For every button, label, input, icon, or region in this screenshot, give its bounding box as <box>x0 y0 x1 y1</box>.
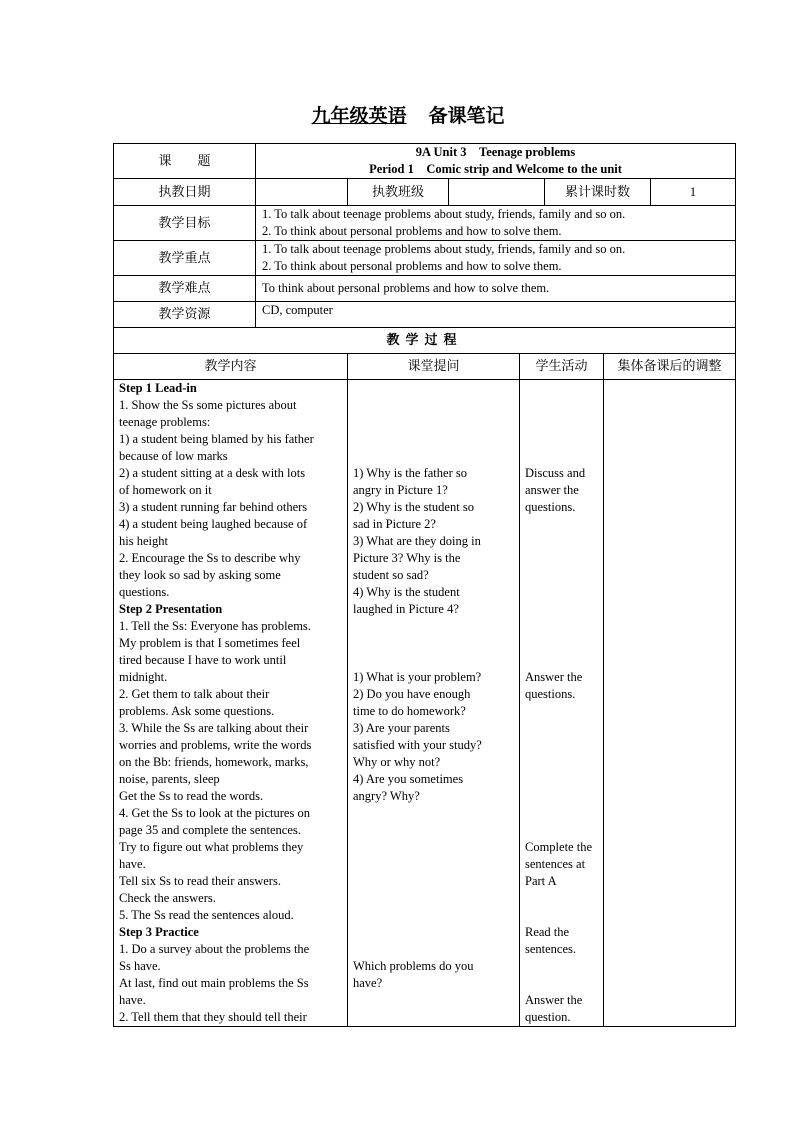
focus-label: 教学重点 <box>114 241 256 276</box>
question-line: Picture 3? Why is the <box>353 551 461 565</box>
content-line: midnight. <box>119 670 168 684</box>
content-line: on the Bb: friends, homework, marks, <box>119 755 309 769</box>
question-line: satisfied with your study? <box>353 738 482 752</box>
content-line: At last, find out main problems the Ss <box>119 976 309 990</box>
goal-line-1: 1. To talk about teenage problems about study, friends, family and so on. <box>262 207 626 221</box>
question-line <box>353 805 514 822</box>
question-line <box>353 941 514 958</box>
activity-line <box>525 890 598 907</box>
col-activities: 学生活动 <box>520 354 604 380</box>
content-line: have. <box>119 857 146 871</box>
activity-line <box>525 550 598 567</box>
date-value <box>256 179 348 206</box>
hours-label: 累计课时数 <box>545 179 651 206</box>
topic-row <box>114 144 736 179</box>
goal-row <box>114 206 736 241</box>
activity-line <box>525 397 598 414</box>
question-line: laughed in Picture 4? <box>353 602 459 616</box>
activity-line <box>525 652 598 669</box>
focus-row <box>114 241 736 276</box>
resources-value: CD, computer <box>256 302 736 328</box>
activity-line: Answer the <box>525 670 583 684</box>
questions-column <box>348 380 520 1027</box>
activity-line: Discuss and <box>525 466 586 480</box>
step-heading: Step 3 Practice <box>119 925 199 939</box>
activity-line <box>525 414 598 431</box>
content-line: Check the answers. <box>119 891 216 905</box>
content-line: 1) a student being blamed by his father <box>119 432 314 446</box>
question-line <box>353 414 514 431</box>
content-line: Try to figure out what problems they <box>119 840 304 854</box>
topic-label: 课 题 <box>114 144 256 179</box>
date-row <box>114 179 736 206</box>
activity-line <box>525 822 598 839</box>
content-line: 3. While the Ss are talking about their <box>119 721 309 735</box>
focus-value <box>256 241 736 276</box>
process-body-row <box>114 380 736 1027</box>
goal-value <box>256 206 736 241</box>
difficulty-value: To think about personal problems and how to solve them. <box>256 276 736 302</box>
question-line: 4) Why is the student <box>353 585 460 599</box>
activity-line <box>525 703 598 720</box>
question-line <box>353 635 514 652</box>
activity-line <box>525 737 598 754</box>
activity-line <box>525 448 598 465</box>
hours-value: 1 <box>651 179 736 206</box>
content-line: his height <box>119 534 168 548</box>
content-line: 1. Do a survey about the problems the <box>119 942 310 956</box>
question-line: Which problems do you <box>353 959 474 973</box>
activity-line <box>525 720 598 737</box>
question-line <box>353 907 514 924</box>
class-value <box>449 179 545 206</box>
question-line: Why or why not? <box>353 755 441 769</box>
activity-line <box>525 516 598 533</box>
content-line: 4. Get the Ss to look at the pictures on <box>119 806 310 820</box>
content-line: Get the Ss to read the words. <box>119 789 264 803</box>
content-line: because of low marks <box>119 449 228 463</box>
difficulty-label: 教学难点 <box>114 276 256 302</box>
topic-value <box>256 144 736 179</box>
goal-line-2: 2. To think about personal problems and how to solve them. <box>262 224 562 238</box>
question-line <box>353 873 514 890</box>
lesson-plan-table <box>113 143 736 1027</box>
activity-line: questions. <box>525 500 576 514</box>
content-line: Ss have. <box>119 959 161 973</box>
adjust-column <box>604 380 736 1027</box>
topic-line-1: 9A Unit 3 Teenage problems <box>415 145 576 159</box>
activity-line: answer the <box>525 483 579 497</box>
col-adjust: 集体备课后的调整 <box>604 354 736 380</box>
activity-line <box>525 907 598 924</box>
page-title <box>0 101 794 128</box>
question-line <box>353 618 514 635</box>
question-line: have? <box>353 976 383 990</box>
activity-line: Answer the <box>525 993 583 1007</box>
question-line <box>353 890 514 907</box>
activity-line <box>525 771 598 788</box>
step-heading: Step 1 Lead-in <box>119 381 197 395</box>
content-line: 4) a student being laughed because of <box>119 517 308 531</box>
question-line: 4) Are you sometimes <box>353 772 464 786</box>
topic-line-2: Period 1 Comic strip and Welcome to the unit <box>369 162 622 176</box>
activity-line: Read the <box>525 925 570 939</box>
content-line: My problem is that I sometimes feel <box>119 636 301 650</box>
question-line <box>353 380 514 397</box>
content-line: noise, parents, sleep <box>119 772 220 786</box>
title-suffix: 备课笔记 <box>428 105 505 127</box>
focus-line-2: 2. To think about personal problems and how to solve them. <box>262 259 562 273</box>
content-line: of homework on it <box>119 483 212 497</box>
content-line: 1. Tell the Ss: Everyone has problems. <box>119 619 311 633</box>
activity-line <box>525 754 598 771</box>
content-line: page 35 and complete the sentences. <box>119 823 301 837</box>
activity-line <box>525 975 598 992</box>
content-line: 2) a student sitting at a desk with lots <box>119 466 306 480</box>
activity-line <box>525 635 598 652</box>
activities-column <box>520 380 604 1027</box>
question-line <box>353 397 514 414</box>
focus-line-1: 1. To talk about teenage problems about study, friends, family and so on. <box>262 242 626 256</box>
content-line: they look so sad by asking some <box>119 568 281 582</box>
activity-line: sentences. <box>525 942 577 956</box>
activity-line <box>525 533 598 550</box>
activity-line <box>525 431 598 448</box>
resources-row <box>114 302 736 328</box>
content-column <box>114 380 348 1027</box>
goal-label: 教学目标 <box>114 206 256 241</box>
activity-line <box>525 958 598 975</box>
question-line: angry? Why? <box>353 789 420 803</box>
activity-line <box>525 380 598 397</box>
difficulty-row <box>114 276 736 302</box>
col-questions: 课堂提问 <box>348 354 520 380</box>
activity-line: Complete the <box>525 840 592 854</box>
question-line: 2) Why is the student so <box>353 500 474 514</box>
class-label: 执教班级 <box>348 179 449 206</box>
question-line <box>353 822 514 839</box>
content-line: 1. Show the Ss some pictures about <box>119 398 297 412</box>
question-line: angry in Picture 1? <box>353 483 448 497</box>
question-line: 1) Why is the father so <box>353 466 467 480</box>
question-line <box>353 448 514 465</box>
activity-line: sentences at <box>525 857 586 871</box>
question-line: student so sad? <box>353 568 429 582</box>
question-line: 1) What is your problem? <box>353 670 482 684</box>
content-line: have. <box>119 993 146 1007</box>
date-label: 执教日期 <box>114 179 256 206</box>
content-line: 2. Get them to talk about their <box>119 687 270 701</box>
activity-line <box>525 601 598 618</box>
question-line: 2) Do you have enough <box>353 687 471 701</box>
content-line: tired because I have to work until <box>119 653 287 667</box>
content-line: worries and problems, write the words <box>119 738 312 752</box>
content-line: problems. Ask some questions. <box>119 704 275 718</box>
activity-line: Part A <box>525 874 557 888</box>
question-line <box>353 856 514 873</box>
content-line: questions. <box>119 585 170 599</box>
col-content: 教学内容 <box>114 354 348 380</box>
content-line: Tell six Ss to read their answers. <box>119 874 281 888</box>
content-line: 2. Tell them that they should tell their <box>119 1010 307 1024</box>
question-line <box>353 431 514 448</box>
activity-line <box>525 805 598 822</box>
content-line: 3) a student running far behind others <box>119 500 308 514</box>
activity-line <box>525 788 598 805</box>
activity-line <box>525 584 598 601</box>
question-line: sad in Picture 2? <box>353 517 436 531</box>
activity-line: question. <box>525 1010 571 1024</box>
question-line <box>353 652 514 669</box>
process-header-row <box>114 354 736 380</box>
question-line: time to do homework? <box>353 704 466 718</box>
activity-line: questions. <box>525 687 576 701</box>
title-subject: 九年级英语 <box>311 105 407 127</box>
step-heading: Step 2 Presentation <box>119 602 223 616</box>
resources-label: 教学资源 <box>114 302 256 328</box>
question-line: 3) What are they doing in <box>353 534 481 548</box>
activity-line <box>525 618 598 635</box>
process-heading: 教学过程 <box>114 328 736 354</box>
content-line: teenage problems: <box>119 415 211 429</box>
question-line <box>353 839 514 856</box>
activity-line <box>525 567 598 584</box>
content-line: 2. Encourage the Ss to describe why <box>119 551 301 565</box>
question-line: 3) Are your parents <box>353 721 450 735</box>
process-heading-row <box>114 328 736 354</box>
question-line <box>353 924 514 941</box>
content-line: 5. The Ss read the sentences aloud. <box>119 908 294 922</box>
